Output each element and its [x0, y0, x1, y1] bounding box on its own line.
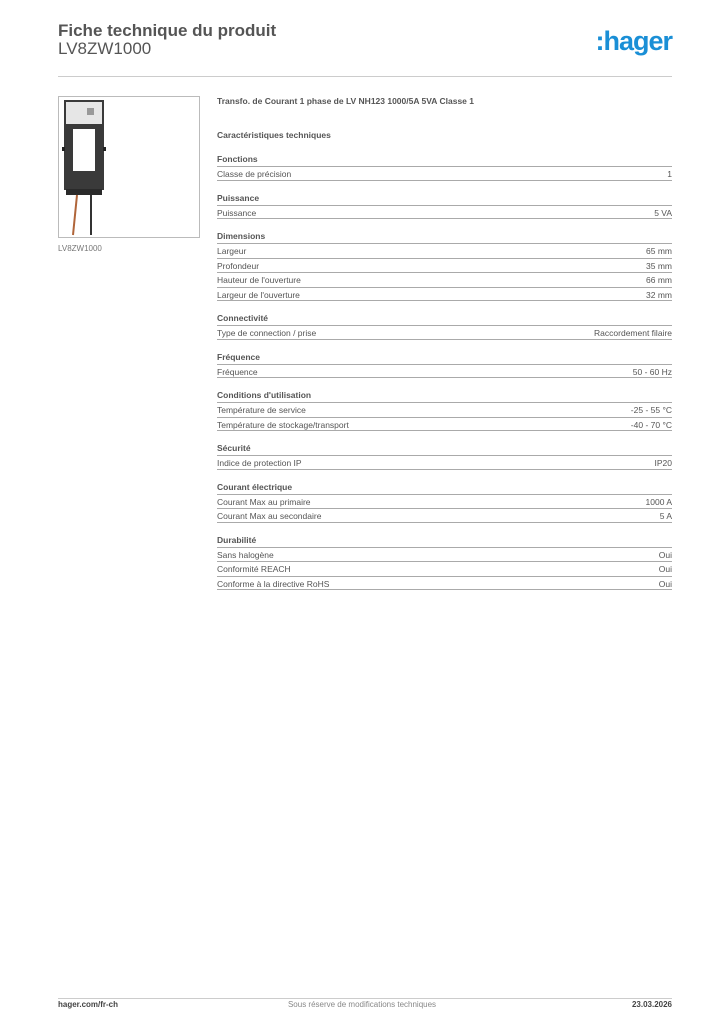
spec-label: Hauteur de l'ouverture [217, 275, 301, 285]
spec-label: Courant Max au secondaire [217, 511, 322, 521]
spec-row [217, 576, 672, 591]
product-image [58, 96, 200, 238]
spec-value: IP20 [654, 458, 672, 468]
spec-label: Profondeur [217, 260, 260, 271]
spec-row [217, 561, 672, 576]
spec-row [217, 455, 672, 470]
section-title: Dimensions [217, 231, 266, 241]
spec-row [217, 166, 672, 181]
spec-label: Indice de protection IP [217, 458, 302, 468]
spec-value: -40 - 70 °C [630, 419, 672, 430]
spec-value: Oui [658, 564, 672, 574]
section-title: Fonctions [217, 154, 258, 164]
spec-row [217, 243, 672, 258]
spec-sections [217, 151, 672, 590]
spec-value: 1000 A [645, 496, 672, 507]
spec-value: -25 - 55 °C [630, 405, 672, 415]
footer-website[interactable]: hager.com/fr-ch [58, 1000, 119, 1009]
spec-label: Température de stockage/transport [217, 419, 349, 430]
spec-section [217, 349, 672, 379]
current-transformer-illustration [59, 97, 199, 237]
image-caption: LV8ZW1000 [58, 244, 102, 253]
footer-date: 23.03.2026 [631, 1000, 672, 1009]
hager-logo: :hager [595, 26, 672, 56]
section-title: Fréquence [217, 351, 260, 362]
spec-label: Conformité REACH [217, 564, 291, 574]
spec-label: Température de service [217, 405, 306, 415]
footer-divider [58, 998, 672, 999]
product-reference: LV8ZW1000 [58, 39, 152, 58]
spec-row [217, 494, 672, 509]
spec-value: 1 [667, 169, 672, 179]
spec-section [217, 387, 672, 431]
spec-label: Type de connection / prise [217, 328, 317, 338]
spec-row [217, 325, 672, 340]
spec-section [217, 479, 672, 523]
spec-value: 66 mm [646, 275, 672, 285]
spec-row [217, 417, 672, 432]
spec-label: Puissance [217, 207, 257, 218]
spec-value: 65 mm [646, 246, 672, 256]
spec-value: 32 mm [646, 289, 672, 300]
spec-label: Sans halogène [217, 549, 274, 560]
page-title: Fiche technique du produit [58, 21, 277, 40]
section-title: Sécurité [217, 443, 251, 453]
spec-label: Conforme à la directive RoHS [217, 578, 330, 589]
spec-row [217, 364, 672, 379]
spec-value: Oui [658, 578, 672, 589]
spec-value: 35 mm [646, 260, 672, 271]
spec-label: Largeur [217, 246, 247, 256]
product-description: Transfo. de Courant 1 phase de LV NH123 1000/5A 5VA Classe 1 [217, 96, 474, 106]
spec-value: Raccordement filaire [594, 328, 672, 338]
spec-section [217, 190, 672, 220]
spec-row [217, 258, 672, 273]
spec-row [217, 508, 672, 523]
characteristics-heading: Caractéristiques techniques [217, 130, 331, 140]
spec-value: 5 VA [654, 207, 672, 218]
section-title: Puissance [217, 192, 260, 203]
spec-section [217, 310, 672, 340]
spec-label: Fréquence [217, 366, 258, 377]
section-title: Durabilité [217, 534, 257, 545]
spec-row [217, 402, 672, 417]
spec-value: 5 A [659, 511, 672, 521]
spec-label: Largeur de l'ouverture [217, 289, 300, 300]
spec-label: Classe de précision [217, 169, 292, 179]
spec-row [217, 205, 672, 220]
spec-section [217, 228, 672, 301]
spec-value: Oui [658, 549, 672, 560]
spec-section [217, 151, 672, 181]
spec-value: 50 - 60 Hz [632, 366, 672, 377]
spec-content [217, 94, 672, 590]
spec-row [217, 287, 672, 302]
spec-label: Courant Max au primaire [217, 496, 311, 507]
spec-section [217, 440, 672, 470]
footer-disclaimer: Sous réserve de modifications techniques [287, 1000, 437, 1009]
header-divider [58, 76, 672, 77]
spec-row [217, 272, 672, 287]
spec-section [217, 532, 672, 591]
section-title: Conditions d'utilisation [217, 390, 312, 400]
section-title: Courant électrique [217, 481, 293, 492]
section-title: Connectivité [217, 313, 269, 323]
spec-row [217, 547, 672, 562]
